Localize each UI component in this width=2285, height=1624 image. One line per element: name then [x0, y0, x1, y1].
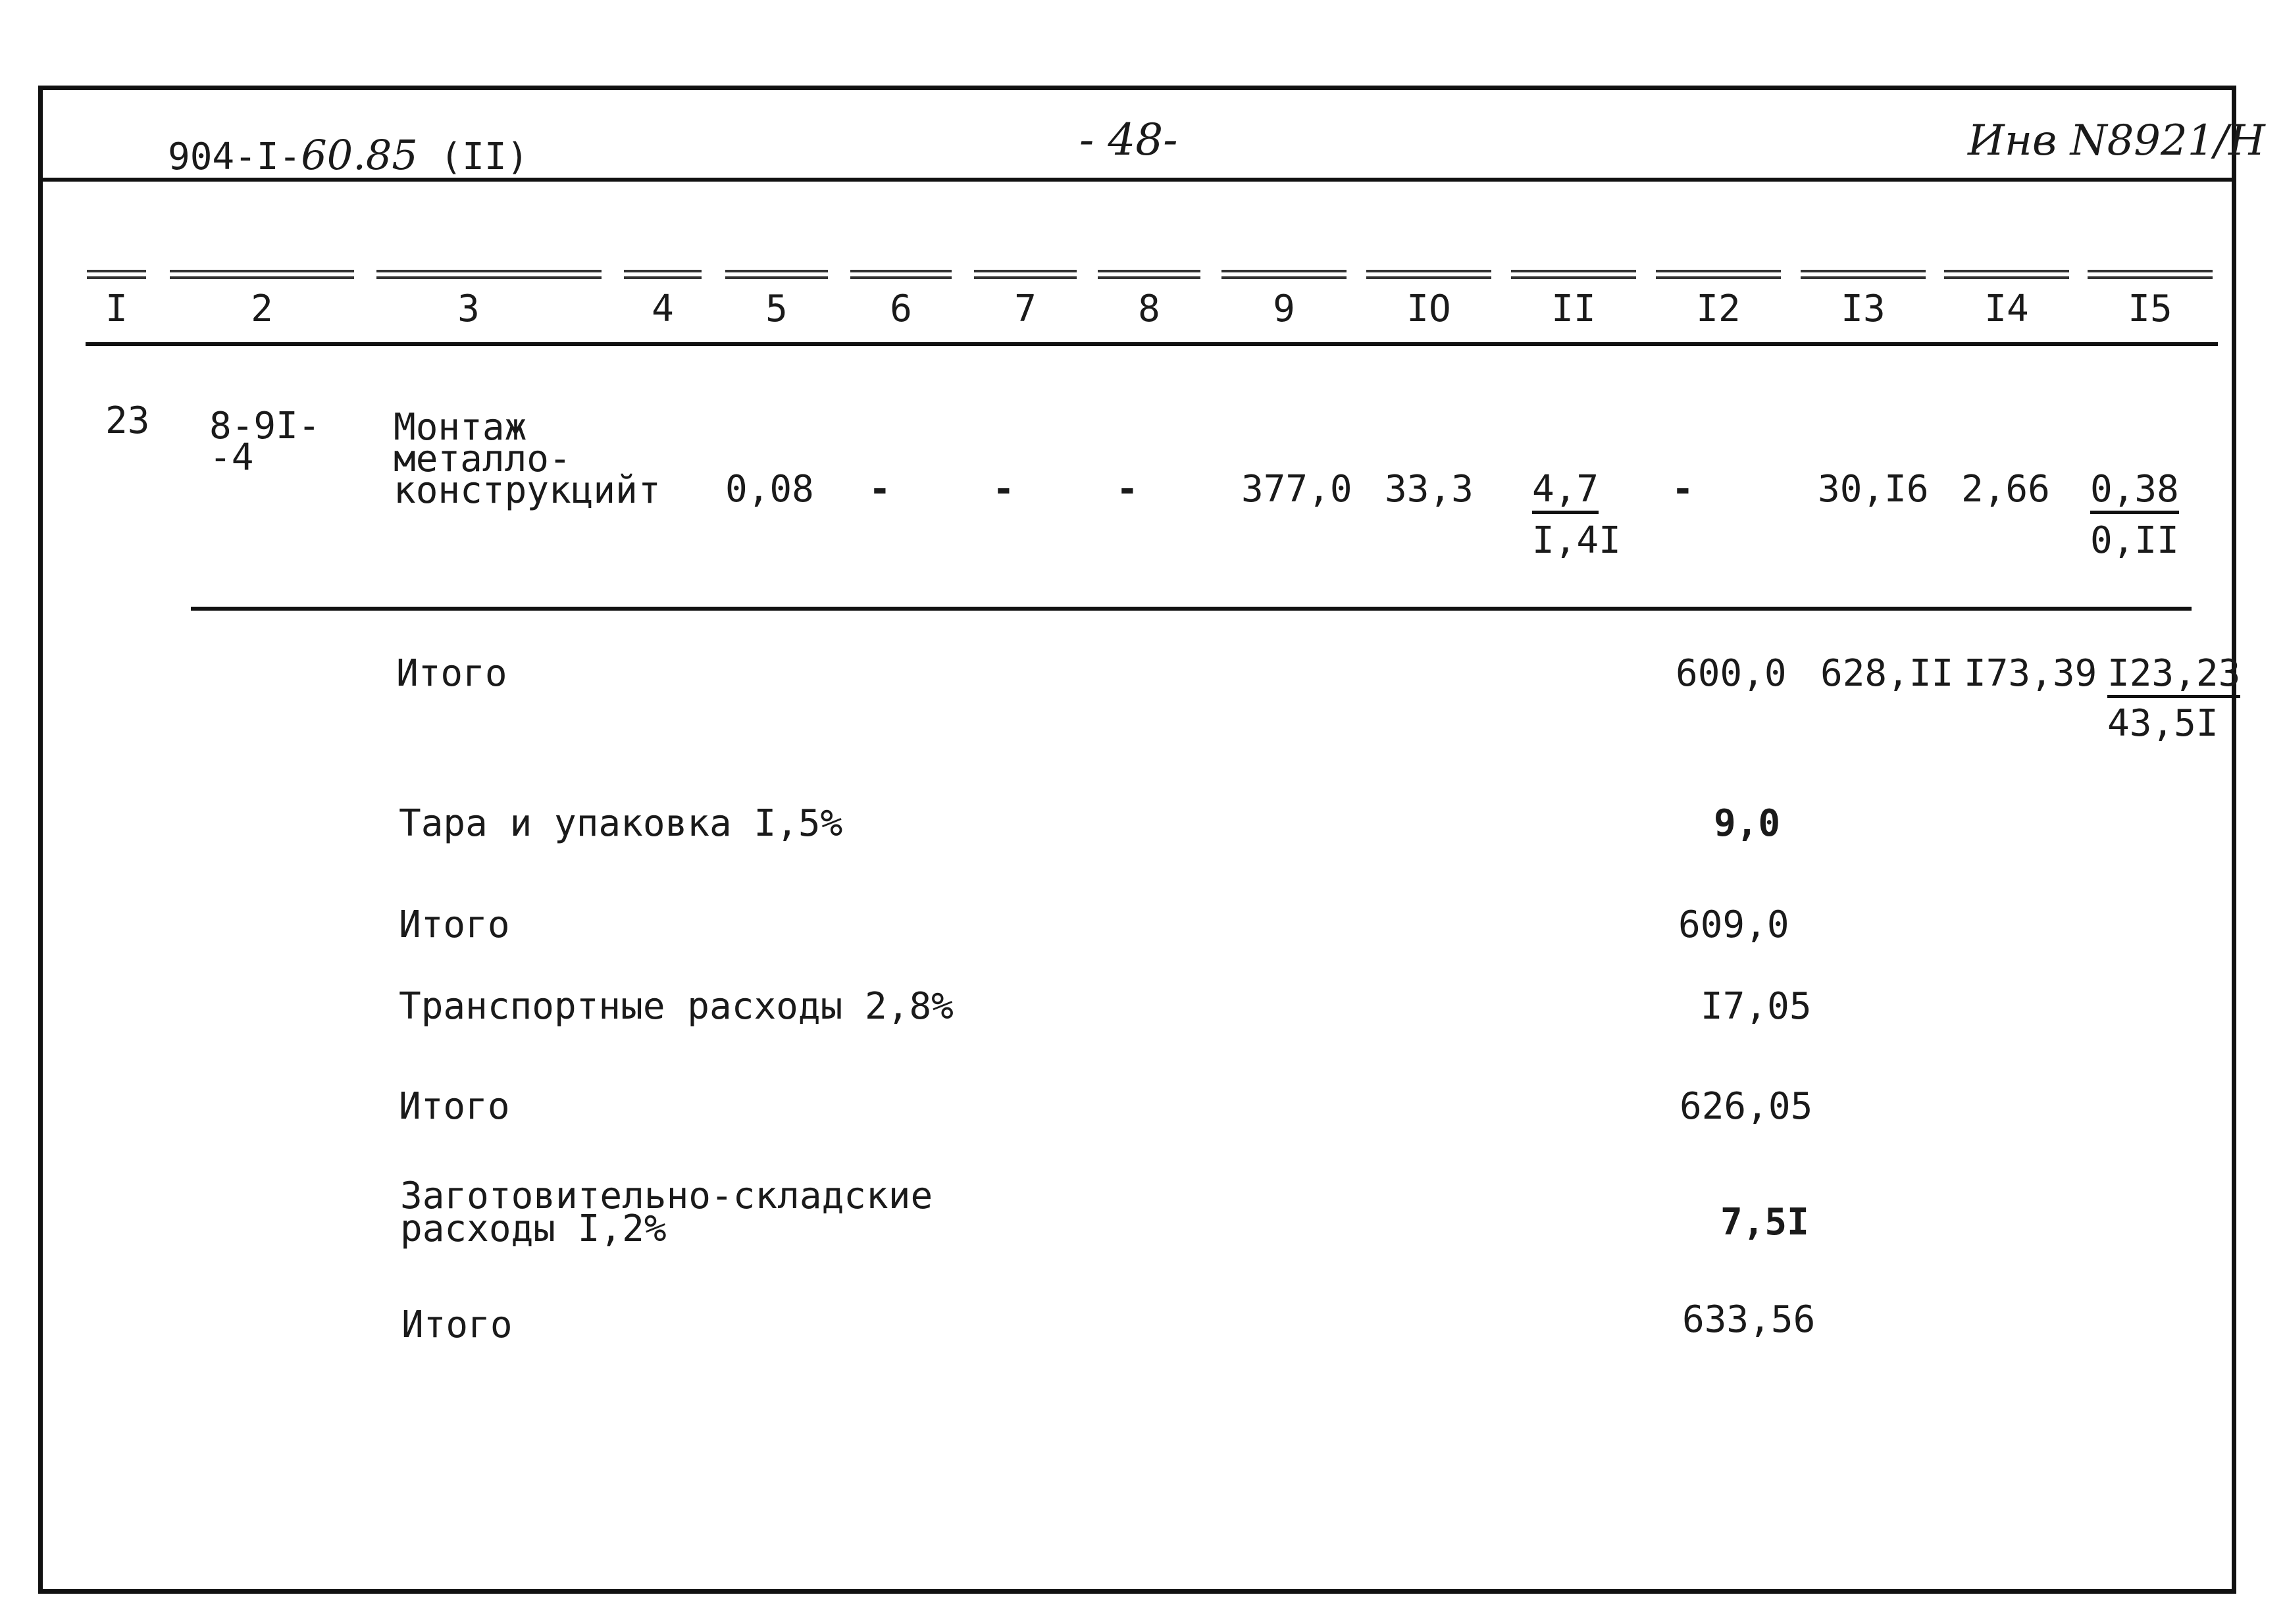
col-header-10: IO	[1406, 288, 1451, 330]
summary-value: 7,5I	[1720, 1201, 1809, 1244]
col-header-9: 9	[1273, 288, 1295, 330]
summary-label-line1: Заготовительно-складские	[400, 1175, 933, 1217]
row-col8: -	[1116, 468, 1139, 511]
row-name-line2: металло-	[394, 438, 571, 480]
summary-label: Транспортные расходы 2,8%	[399, 985, 954, 1028]
row-code-line1: 8-9I-	[209, 405, 321, 447]
col-rule-2	[170, 270, 354, 279]
col-rule-7	[974, 270, 1077, 279]
summary-label: Тара и упаковка I,5%	[399, 802, 843, 845]
summary-value: 9,0	[1714, 802, 1781, 845]
col-header-14: I4	[1984, 288, 2029, 330]
row-col9: 377,0	[1241, 468, 1352, 511]
col-rule-5	[725, 270, 828, 279]
col-header-7: 7	[1014, 288, 1037, 330]
summary-col14: I73,39	[1964, 652, 2097, 695]
col-header-12: I2	[1696, 288, 1741, 330]
col-header-5: 5	[765, 288, 788, 330]
col-header-2: 2	[251, 288, 273, 330]
row-col6: -	[869, 468, 891, 511]
col-rule-8	[1098, 270, 1200, 279]
summary-value: 626,05	[1680, 1085, 1813, 1128]
summary-label: Итого	[396, 652, 507, 695]
row-col5: 0,08	[725, 468, 814, 511]
row-col15-top: 0,38	[2090, 471, 2179, 514]
doc-code-handwritten: 60.85	[301, 131, 418, 179]
col-rule-3	[376, 270, 602, 279]
row-col14: 2,66	[1961, 468, 2050, 511]
col-rule-9	[1221, 270, 1347, 279]
summary-col13: 628,II	[1820, 652, 1954, 695]
row-col15-bottom: 0,II	[2090, 519, 2179, 562]
summary-label: Итого	[401, 1304, 513, 1346]
col-header-8: 8	[1138, 288, 1160, 330]
summary-col15-top: I23,23	[2107, 655, 2240, 698]
col-header-15: I5	[2128, 288, 2172, 330]
row-col10: 33,3	[1385, 468, 1474, 511]
row-bottom-rule	[191, 607, 2192, 611]
header-bottom-rule	[86, 342, 2218, 346]
row-code-line2: -4	[209, 436, 254, 479]
row-col11-top: 4,7	[1532, 471, 1599, 514]
row-name-line3: конструкций	[394, 469, 638, 512]
col-rule-12	[1656, 270, 1781, 279]
col-header-4: 4	[652, 288, 674, 330]
inventory-number: Инв N8921/Н	[1968, 116, 2265, 165]
col-rule-11	[1511, 270, 1636, 279]
col-header-1: I	[105, 288, 128, 330]
row-name-line1: Монтаж	[394, 406, 527, 449]
col-rule-10	[1366, 270, 1491, 279]
doc-code-prefix: 904-I-	[168, 136, 301, 178]
col-rule-6	[850, 270, 952, 279]
row-col13: 30,I6	[1818, 468, 1929, 511]
row-number: 23	[105, 399, 150, 442]
col-rule-14	[1944, 270, 2069, 279]
col-header-3: 3	[457, 288, 480, 330]
summary-label: Итого	[399, 903, 510, 946]
summary-label: Итого	[399, 1085, 510, 1128]
col-rule-1	[87, 270, 146, 279]
doc-code	[168, 131, 529, 179]
row-col7: -	[992, 468, 1015, 511]
row-col11-bottom: I,4I	[1532, 519, 1621, 562]
row-unit: т	[638, 469, 661, 512]
col-header-11: II	[1551, 288, 1596, 330]
summary-value: I7,05	[1701, 985, 1812, 1028]
summary-value: 633,56	[1682, 1298, 1816, 1341]
col-rule-13	[1801, 270, 1926, 279]
doc-code-suffix: (II)	[440, 136, 529, 178]
col-rule-15	[2088, 270, 2213, 279]
page-number: - 48-	[1079, 114, 1178, 165]
summary-col15-bottom: 43,5I	[2107, 702, 2219, 745]
col-header-13: I3	[1841, 288, 1886, 330]
col-rule-4	[624, 270, 702, 279]
summary-col12: 600,0	[1676, 652, 1787, 695]
col-header-6: 6	[890, 288, 912, 330]
row-col12: -	[1672, 468, 1694, 511]
summary-label-line2: расходы I,2%	[400, 1207, 667, 1250]
summary-value: 609,0	[1678, 903, 1789, 946]
